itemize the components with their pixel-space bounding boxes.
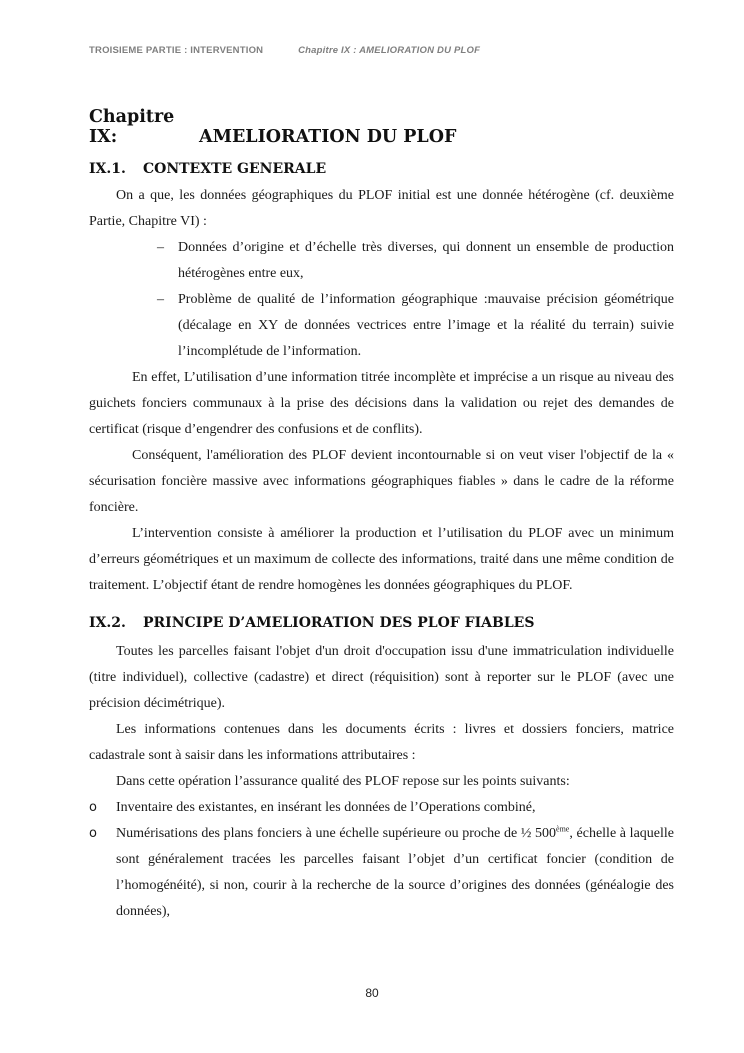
circle-list-item: [89, 821, 674, 925]
dash-item-text: Données d’origine et d’échelle très diverses, qui donnent un ensemble de production hétérogènes entre eux,: [178, 240, 674, 281]
circle-bullet: o: [89, 800, 97, 815]
section-2-paragraph: Les informations contenues dans les documents écrits : livres et dossiers fonciers, matrice cadastrale sont à saisir dans les informations attributaires :: [89, 722, 674, 763]
section-1-paragraph: Conséquent, l'amélioration des PLOF devient incontournable si on veut viser l'objectif de la « sécurisation foncière massive avec informations géographiques fiables » dans le cadre de la réforme foncière.: [89, 448, 674, 515]
circle-item-text: Inventaire des existantes, en insérant les données de l’Operations combiné,: [116, 800, 536, 815]
section-2-circle-list: [89, 795, 674, 925]
section-2-heading: [89, 615, 674, 631]
section-1-title: CONTEXTE GENERALE: [143, 161, 327, 177]
header-chapter: Chapitre IX : AMELIORATION DU PLOF: [298, 45, 481, 56]
section-2-paragraph: Dans cette opération l’assurance qualité des PLOF repose sur les points suivants:: [116, 774, 570, 789]
circle-list-item: [89, 795, 674, 821]
dash-list-item: [157, 287, 674, 365]
dash-bullet: –: [157, 292, 164, 307]
chapter-number: Chapitre IX:: [89, 107, 175, 147]
chapter-title: [89, 107, 674, 147]
section-1-intro: On a que, les données géographiques du PLOF initial est une donnée hétérogène (cf. deuxième Partie, Chapitre VI) :: [89, 188, 674, 229]
circle-bullet: o: [89, 826, 97, 841]
page-number: 80: [365, 986, 379, 1000]
circle-item-text-before: Numérisations des plans fonciers à une échelle supérieure ou proche de ½ 500: [116, 826, 557, 841]
section-2-paragraph: Toutes les parcelles faisant l'objet d'un droit d'occupation issu d'une immatriculation individuelle (titre individuel), collective (cadastre) et direct (réquisition) sont à reporter sur le PLOF (avec une précision décimétrique).: [89, 644, 674, 711]
dash-bullet: –: [157, 240, 164, 255]
circle-item-text-after: , échelle à laquelle sont généralement tracées les parcelles faisant l’objet d’un certificat foncier (condition de l’homogénéité), si non, courir à la recherche de la source d’origines des données (généalogie des données),: [116, 826, 674, 919]
chapter-name: AMELIORATION DU PLOF: [199, 127, 457, 147]
section-1-dash-list: [89, 235, 674, 365]
page-content: [89, 107, 674, 925]
dash-item-text: Problème de qualité de l’information géographique :mauvaise précision géométrique (décalage en XY de données vectrices entre l’image et la réalité du terrain) suivie l’incomplétude de l’information.: [178, 292, 674, 359]
section-1-heading: [89, 161, 674, 177]
section-2-number: IX.2.: [89, 615, 126, 631]
superscript-eme: ème: [556, 824, 570, 834]
dash-list-item: [157, 235, 674, 287]
running-header: [89, 45, 674, 56]
section-1-paragraph: L’intervention consiste à améliorer la production et l’utilisation du PLOF avec un minimum d’erreurs géométriques et un maximum de collecte des informations, traité dans une même condition de traitement. L’objectif étant de rendre homogènes les données géographiques du PLOF.: [89, 526, 674, 593]
section-2-title: PRINCIPE D’AMELIORATION DES PLOF FIABLES: [143, 615, 535, 631]
header-part: TROISIEME PARTIE : INTERVENTION: [89, 45, 264, 56]
section-1-number: IX.1.: [89, 161, 126, 177]
section-1-paragraph: En effet, L’utilisation d’une information titrée incomplète et imprécise a un risque au niveau des guichets fonciers communaux à la prise des décisions dans la validation ou rejet des demandes de certificat (risque d’engendrer des confusions et de conflits).: [89, 370, 674, 437]
